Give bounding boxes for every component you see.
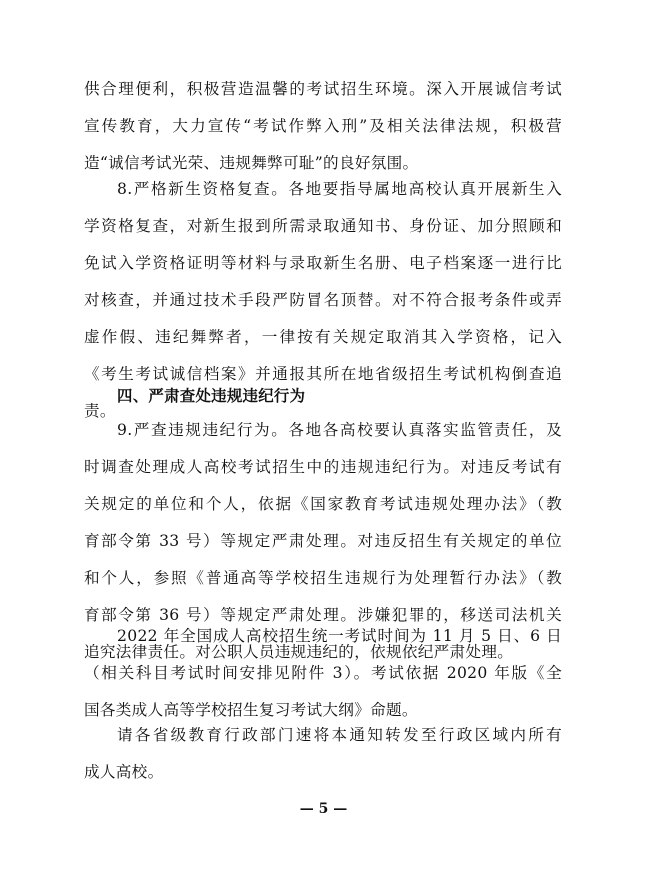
text-line: 2022 年全国成人高校招生统一考试时间为 11 月 5 日、6 日	[117, 627, 562, 645]
text-line: （相关科目考试时间安排见附件 3）。考试依据 2020 年版《全	[84, 664, 562, 682]
text-line: 时调查处理成人高校考试招生中的违规违纪行为。对违反考试有	[84, 458, 562, 476]
text-line: 免试入学资格证明等材料与录取新生名册、电子档案逐一进行比	[84, 254, 562, 272]
text-line: 虚作假、违纪舞弊者，一律按有关规定取消其入学资格，记入	[84, 328, 562, 346]
text-line: 追究法律责任。对公职人员违规违纪的，依规依纪严肃处理。	[84, 643, 514, 661]
text-line: 造“诚信考试光荣、违规舞弊可耻”的良好氛围。	[84, 154, 419, 172]
text-line: 育部令第 36 号）等规定严肃处理。涉嫌犯罪的，移送司法机关	[84, 606, 562, 624]
text-line: 学资格复查，对新生报到所需录取通知书、身份证、加分照顾和	[84, 217, 562, 235]
text-line: 育部令第 33 号）等规定严肃处理。对违反招生有关规定的单位	[84, 532, 562, 550]
text-line: 关规定的单位和个人，依据《国家教育考试违规处理办法》（教	[84, 495, 562, 513]
text-line: 9.严查违规违纪行为。各地各高校要认真落实监管责任，及	[117, 421, 562, 439]
text-line: 成人高校。	[84, 763, 164, 781]
paragraph-exam-schedule	[84, 618, 562, 729]
section-heading	[84, 378, 562, 415]
text-line: 责。	[84, 402, 116, 420]
text-line: 和个人，参照《普通高等学校招生违规行为处理暂行办法》（教	[84, 569, 562, 587]
text-line: 供合理便利，积极营造温馨的考试招生环境。深入开展诚信考试	[84, 80, 562, 98]
paragraph-forward-notice	[84, 717, 562, 791]
text-line: 宣传教育，大力宣传“考试作弊入刑”及相关法律法规，积极营	[84, 117, 562, 135]
text-line: 国各类成人高等学校招生复习考试大纲》命题。	[84, 701, 418, 719]
text-line: 《考生考试诚信档案》并通报其所在地省级招生考试机构倒查追	[84, 365, 562, 383]
text-line: 对核查，并通过技术手段严防冒名顶替。对不符合报考条件或弄	[84, 291, 562, 309]
section-heading-text: 四、严肃查处违规违纪行为	[117, 387, 306, 405]
text-line: 请各省级教育行政部门速将本通知转发至行政区域内所有	[117, 726, 562, 744]
paragraph-exam-environment	[84, 71, 562, 182]
page-number: — 5 —	[299, 801, 348, 817]
text-line: 8.严格新生资格复查。各地要指导属地高校认真开展新生入	[117, 180, 562, 198]
